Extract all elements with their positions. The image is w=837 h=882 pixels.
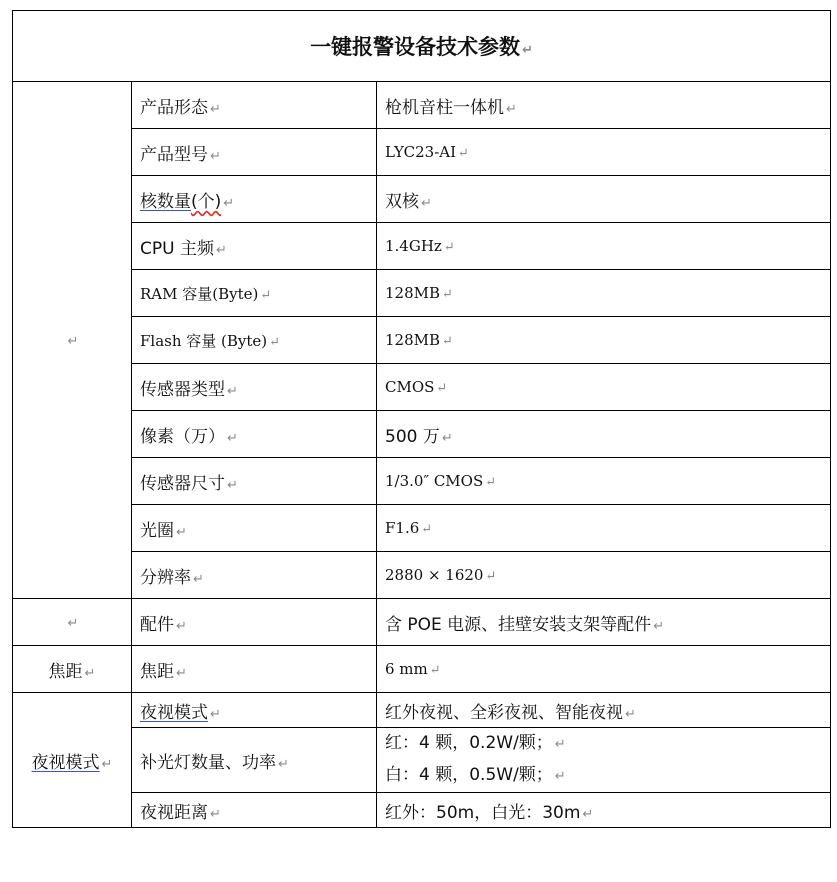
group-cell-empty: ↵ <box>13 599 132 646</box>
table-row <box>13 693 831 728</box>
param-value: CMOS ↵ <box>377 364 831 411</box>
table-row <box>13 793 831 828</box>
param-value: F1.6 ↵ <box>377 505 831 552</box>
table-row <box>13 599 831 646</box>
paragraph-mark: ↵ <box>522 43 533 58</box>
title-text: 一键报警设备技术参数 <box>310 35 521 59</box>
param-label: 核数量(个) ↵ <box>132 176 377 223</box>
param-value: 双核 ↵ <box>377 176 831 223</box>
param-label: 产品形态 ↵ <box>132 82 377 129</box>
param-label: Flash 容量 (Byte) ↵ <box>132 317 377 364</box>
param-value: 含 POE 电源、挂壁安装支架等配件 ↵ <box>377 599 831 646</box>
table-title <box>13 11 831 82</box>
param-value: 红外夜视、全彩夜视、智能夜视 ↵ <box>377 693 831 728</box>
param-label: 配件 ↵ <box>132 599 377 646</box>
group-cell-night-vision: 夜视模式 ↵ <box>13 693 132 828</box>
table-row <box>13 223 831 270</box>
param-value: 红外：50m，白光：30m ↵ <box>377 793 831 828</box>
param-value: LYC23-AI ↵ <box>377 129 831 176</box>
value-line: 白：4 颗，0.5W/颗； ↵ <box>385 765 566 785</box>
table-row <box>13 176 831 223</box>
param-label: 分辨率 ↵ <box>132 552 377 599</box>
param-value: 128MB ↵ <box>377 270 831 317</box>
param-value: 500 万 ↵ <box>377 411 831 458</box>
table-row <box>13 505 831 552</box>
table-row <box>13 129 831 176</box>
table-row <box>13 82 831 129</box>
table-row <box>13 411 831 458</box>
group-cell-empty <box>13 82 132 599</box>
param-value: 2880 × 1620 ↵ <box>377 552 831 599</box>
param-value: 枪机音柱一体机 ↵ <box>377 82 831 129</box>
spec-table <box>12 10 831 828</box>
param-label: 光圈 ↵ <box>132 505 377 552</box>
param-value: 1/3.0″ CMOS ↵ <box>377 458 831 505</box>
table-row <box>13 317 831 364</box>
param-label: CPU 主频 ↵ <box>132 223 377 270</box>
table-row <box>13 364 831 411</box>
param-value: 1.4GHz ↵ <box>377 223 831 270</box>
param-value <box>377 728 831 793</box>
param-label: 补光灯数量、功率 ↵ <box>132 728 377 793</box>
table-row <box>13 270 831 317</box>
param-label: 焦距 ↵ <box>132 646 377 693</box>
group-cell-focal: 焦距 ↵ <box>13 646 132 693</box>
param-value: 6 mm ↵ <box>377 646 831 693</box>
param-label: 像素（万） ↵ <box>132 411 377 458</box>
value-line: 红：4 颗，0.2W/颗； ↵ <box>385 733 566 753</box>
param-label: RAM 容量(Byte) ↵ <box>132 270 377 317</box>
param-label: 夜视距离 ↵ <box>132 793 377 828</box>
table-row <box>13 728 831 793</box>
param-label: 传感器尺寸 ↵ <box>132 458 377 505</box>
param-label: 产品型号 ↵ <box>132 129 377 176</box>
table-row <box>13 552 831 599</box>
param-label: 传感器类型 ↵ <box>132 364 377 411</box>
table-row <box>13 458 831 505</box>
param-label: 夜视模式 ↵ <box>132 693 377 728</box>
param-value: 128MB ↵ <box>377 317 831 364</box>
paragraph-mark: ↵ <box>67 334 79 349</box>
table-row <box>13 646 831 693</box>
